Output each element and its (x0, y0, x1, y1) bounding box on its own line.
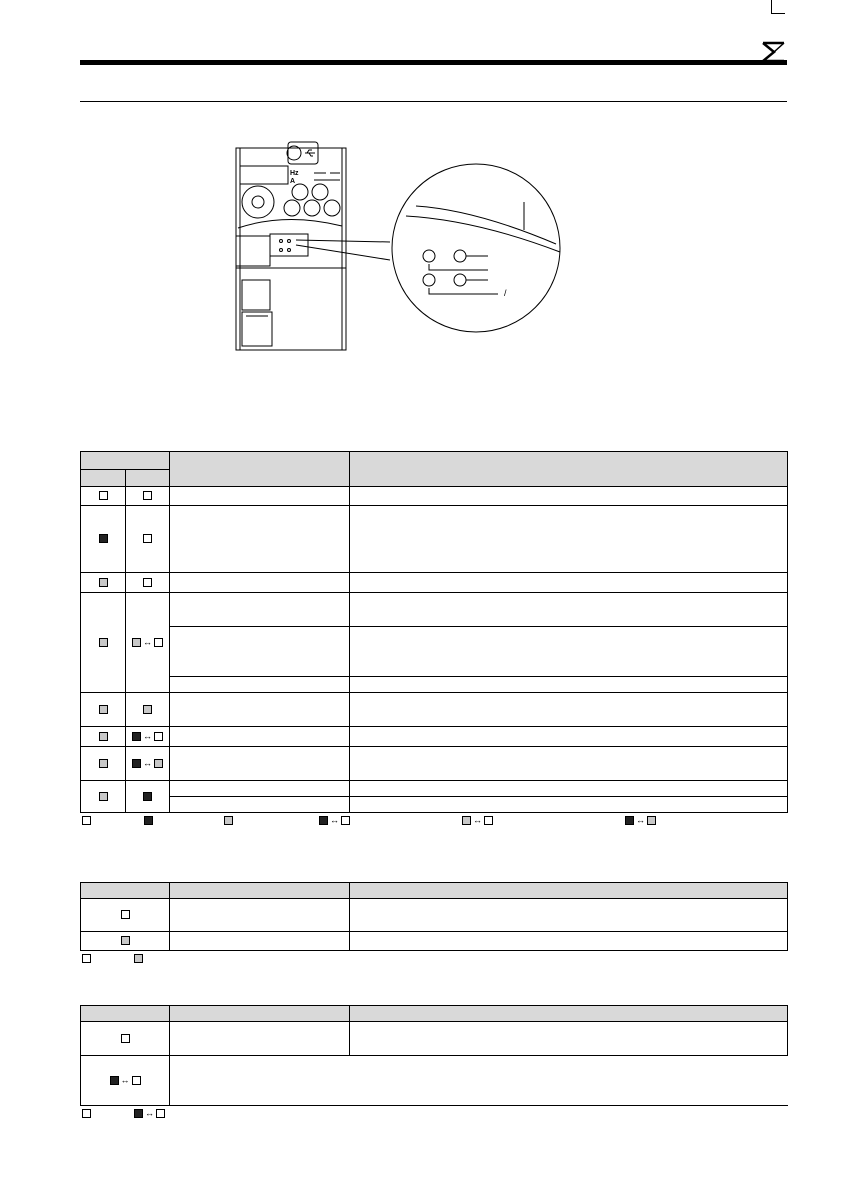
led-blink-icon (154, 759, 163, 768)
led-status-table (80, 451, 788, 813)
unit-label-a: A (290, 178, 296, 185)
table-cell (81, 899, 170, 932)
table-cell (81, 1022, 170, 1056)
led-off-icon (143, 578, 152, 587)
table-cell (350, 781, 788, 797)
led-off-icon (121, 1034, 130, 1043)
led-blink-icon (99, 732, 108, 741)
led-blink-icon (99, 792, 108, 801)
unit-label-hz: Hz (290, 170, 299, 177)
table-cell (81, 727, 126, 747)
table-row (81, 593, 788, 627)
header-cell (81, 883, 170, 899)
led-off-icon (82, 816, 91, 825)
led-off-icon (143, 534, 152, 543)
swap-arrow-icon: ↔ (145, 1108, 154, 1118)
table-row (81, 899, 788, 932)
led-off-icon (82, 1109, 91, 1118)
led-blink-icon (99, 578, 108, 587)
table-cell (126, 693, 170, 727)
table-cell (126, 487, 170, 506)
table-cell (170, 747, 350, 781)
table-row (81, 932, 788, 951)
led-on-icon (143, 792, 152, 801)
table-cell (170, 506, 350, 573)
table-cell (81, 487, 126, 506)
table-cell (170, 487, 350, 506)
table-cell (126, 727, 170, 747)
led-off-icon (132, 1076, 141, 1085)
table-row (81, 797, 788, 813)
header-cell (81, 470, 126, 487)
table-cell (126, 573, 170, 593)
led-off-icon (341, 816, 350, 825)
table-row (81, 573, 788, 593)
table-cell (81, 593, 126, 693)
table-cell (170, 727, 350, 747)
table-cell (81, 693, 126, 727)
table-cell (170, 573, 350, 593)
swap-arrow-icon: ↔ (473, 815, 482, 825)
led-blink-icon (99, 638, 108, 647)
header-cell (81, 1006, 170, 1022)
table-row (81, 747, 788, 781)
table-cell (350, 487, 788, 506)
led-status-table-3 (80, 1005, 788, 1106)
table-cell (350, 677, 788, 693)
led-blink-icon (143, 705, 152, 714)
table1-legend (82, 816, 782, 825)
led-off-icon (484, 816, 493, 825)
led-blink-icon (462, 816, 471, 825)
header-cell (126, 470, 170, 487)
table-cell (126, 781, 170, 813)
header-cell (170, 883, 350, 899)
led-blink-icon (99, 705, 108, 714)
led-on-icon (134, 1109, 143, 1118)
swap-arrow-icon: ↔ (330, 815, 339, 825)
header-cell (350, 452, 788, 487)
table-cell (350, 899, 788, 932)
led-off-icon (121, 910, 130, 919)
table-cell (350, 573, 788, 593)
led-on-icon (132, 732, 141, 741)
usb-icon (305, 150, 315, 156)
table2-legend (82, 954, 143, 963)
table-cell (170, 693, 350, 727)
table-cell (350, 593, 788, 627)
header-cell (350, 883, 788, 899)
led-on-icon (144, 816, 153, 825)
table-cell (81, 781, 126, 813)
table-cell (81, 932, 170, 951)
table-row (81, 781, 788, 797)
led-blink-icon (121, 936, 130, 945)
header-rule (80, 60, 787, 65)
table-cell (350, 932, 788, 951)
led-off-icon (82, 954, 91, 963)
led-blink-icon (224, 816, 233, 825)
table-cell (126, 593, 170, 693)
table-row (81, 1056, 788, 1106)
table-cell (170, 593, 350, 627)
header-cell (170, 1006, 350, 1022)
led-on-icon (99, 534, 108, 543)
table-cell (350, 1056, 788, 1106)
header-cell (81, 452, 170, 470)
table-cell (170, 677, 350, 693)
led-on-icon (110, 1076, 119, 1085)
led-off-icon (154, 732, 163, 741)
led-off-icon (143, 491, 152, 500)
table-cell (170, 899, 350, 932)
table-cell (170, 932, 350, 951)
led-on-icon (132, 759, 141, 768)
table-cell (81, 1056, 170, 1106)
swap-arrow-icon: ↔ (143, 757, 152, 768)
table-row (81, 627, 788, 677)
swap-arrow-icon: ↔ (636, 815, 645, 825)
table-cell (350, 747, 788, 781)
header-cell (170, 452, 350, 487)
led-off-icon (154, 638, 163, 647)
table-row (81, 727, 788, 747)
table-cell (170, 781, 350, 797)
led-blink-icon (99, 759, 108, 768)
table-cell (350, 797, 788, 813)
led-off-icon (156, 1109, 165, 1118)
led-on-icon (319, 816, 328, 825)
table-cell (170, 797, 350, 813)
swap-arrow-icon: ↔ (143, 730, 152, 741)
swap-arrow-icon: ↔ (120, 1074, 130, 1085)
table-cell (81, 747, 126, 781)
led-on-icon (625, 816, 634, 825)
led-off-icon (99, 491, 108, 500)
header-cell (350, 1006, 788, 1022)
led-blink-icon (647, 816, 656, 825)
section-rule (80, 101, 787, 102)
crop-mark (771, 0, 785, 14)
table-cell (350, 727, 788, 747)
inverter-figure (226, 140, 566, 360)
table-cell (170, 627, 350, 677)
table-cell (350, 627, 788, 677)
swap-arrow-icon: ↔ (143, 636, 152, 647)
table-row (81, 1022, 788, 1056)
led-blink-icon (132, 638, 141, 647)
table-cell (350, 693, 788, 727)
led-status-table-2 (80, 882, 788, 951)
table-cell (350, 506, 788, 573)
table-row (81, 677, 788, 693)
table-cell (126, 506, 170, 573)
table3-legend (82, 1109, 165, 1118)
table-cell (81, 506, 126, 573)
callout-mark: / (504, 288, 507, 298)
table-cell (81, 573, 126, 593)
table-row (81, 693, 788, 727)
led-blink-icon (134, 954, 143, 963)
table-cell (170, 1056, 350, 1106)
table-cell (350, 1022, 788, 1056)
table-cell (170, 1022, 350, 1056)
table-cell (126, 747, 170, 781)
table-row (81, 506, 788, 573)
table-row (81, 487, 788, 506)
